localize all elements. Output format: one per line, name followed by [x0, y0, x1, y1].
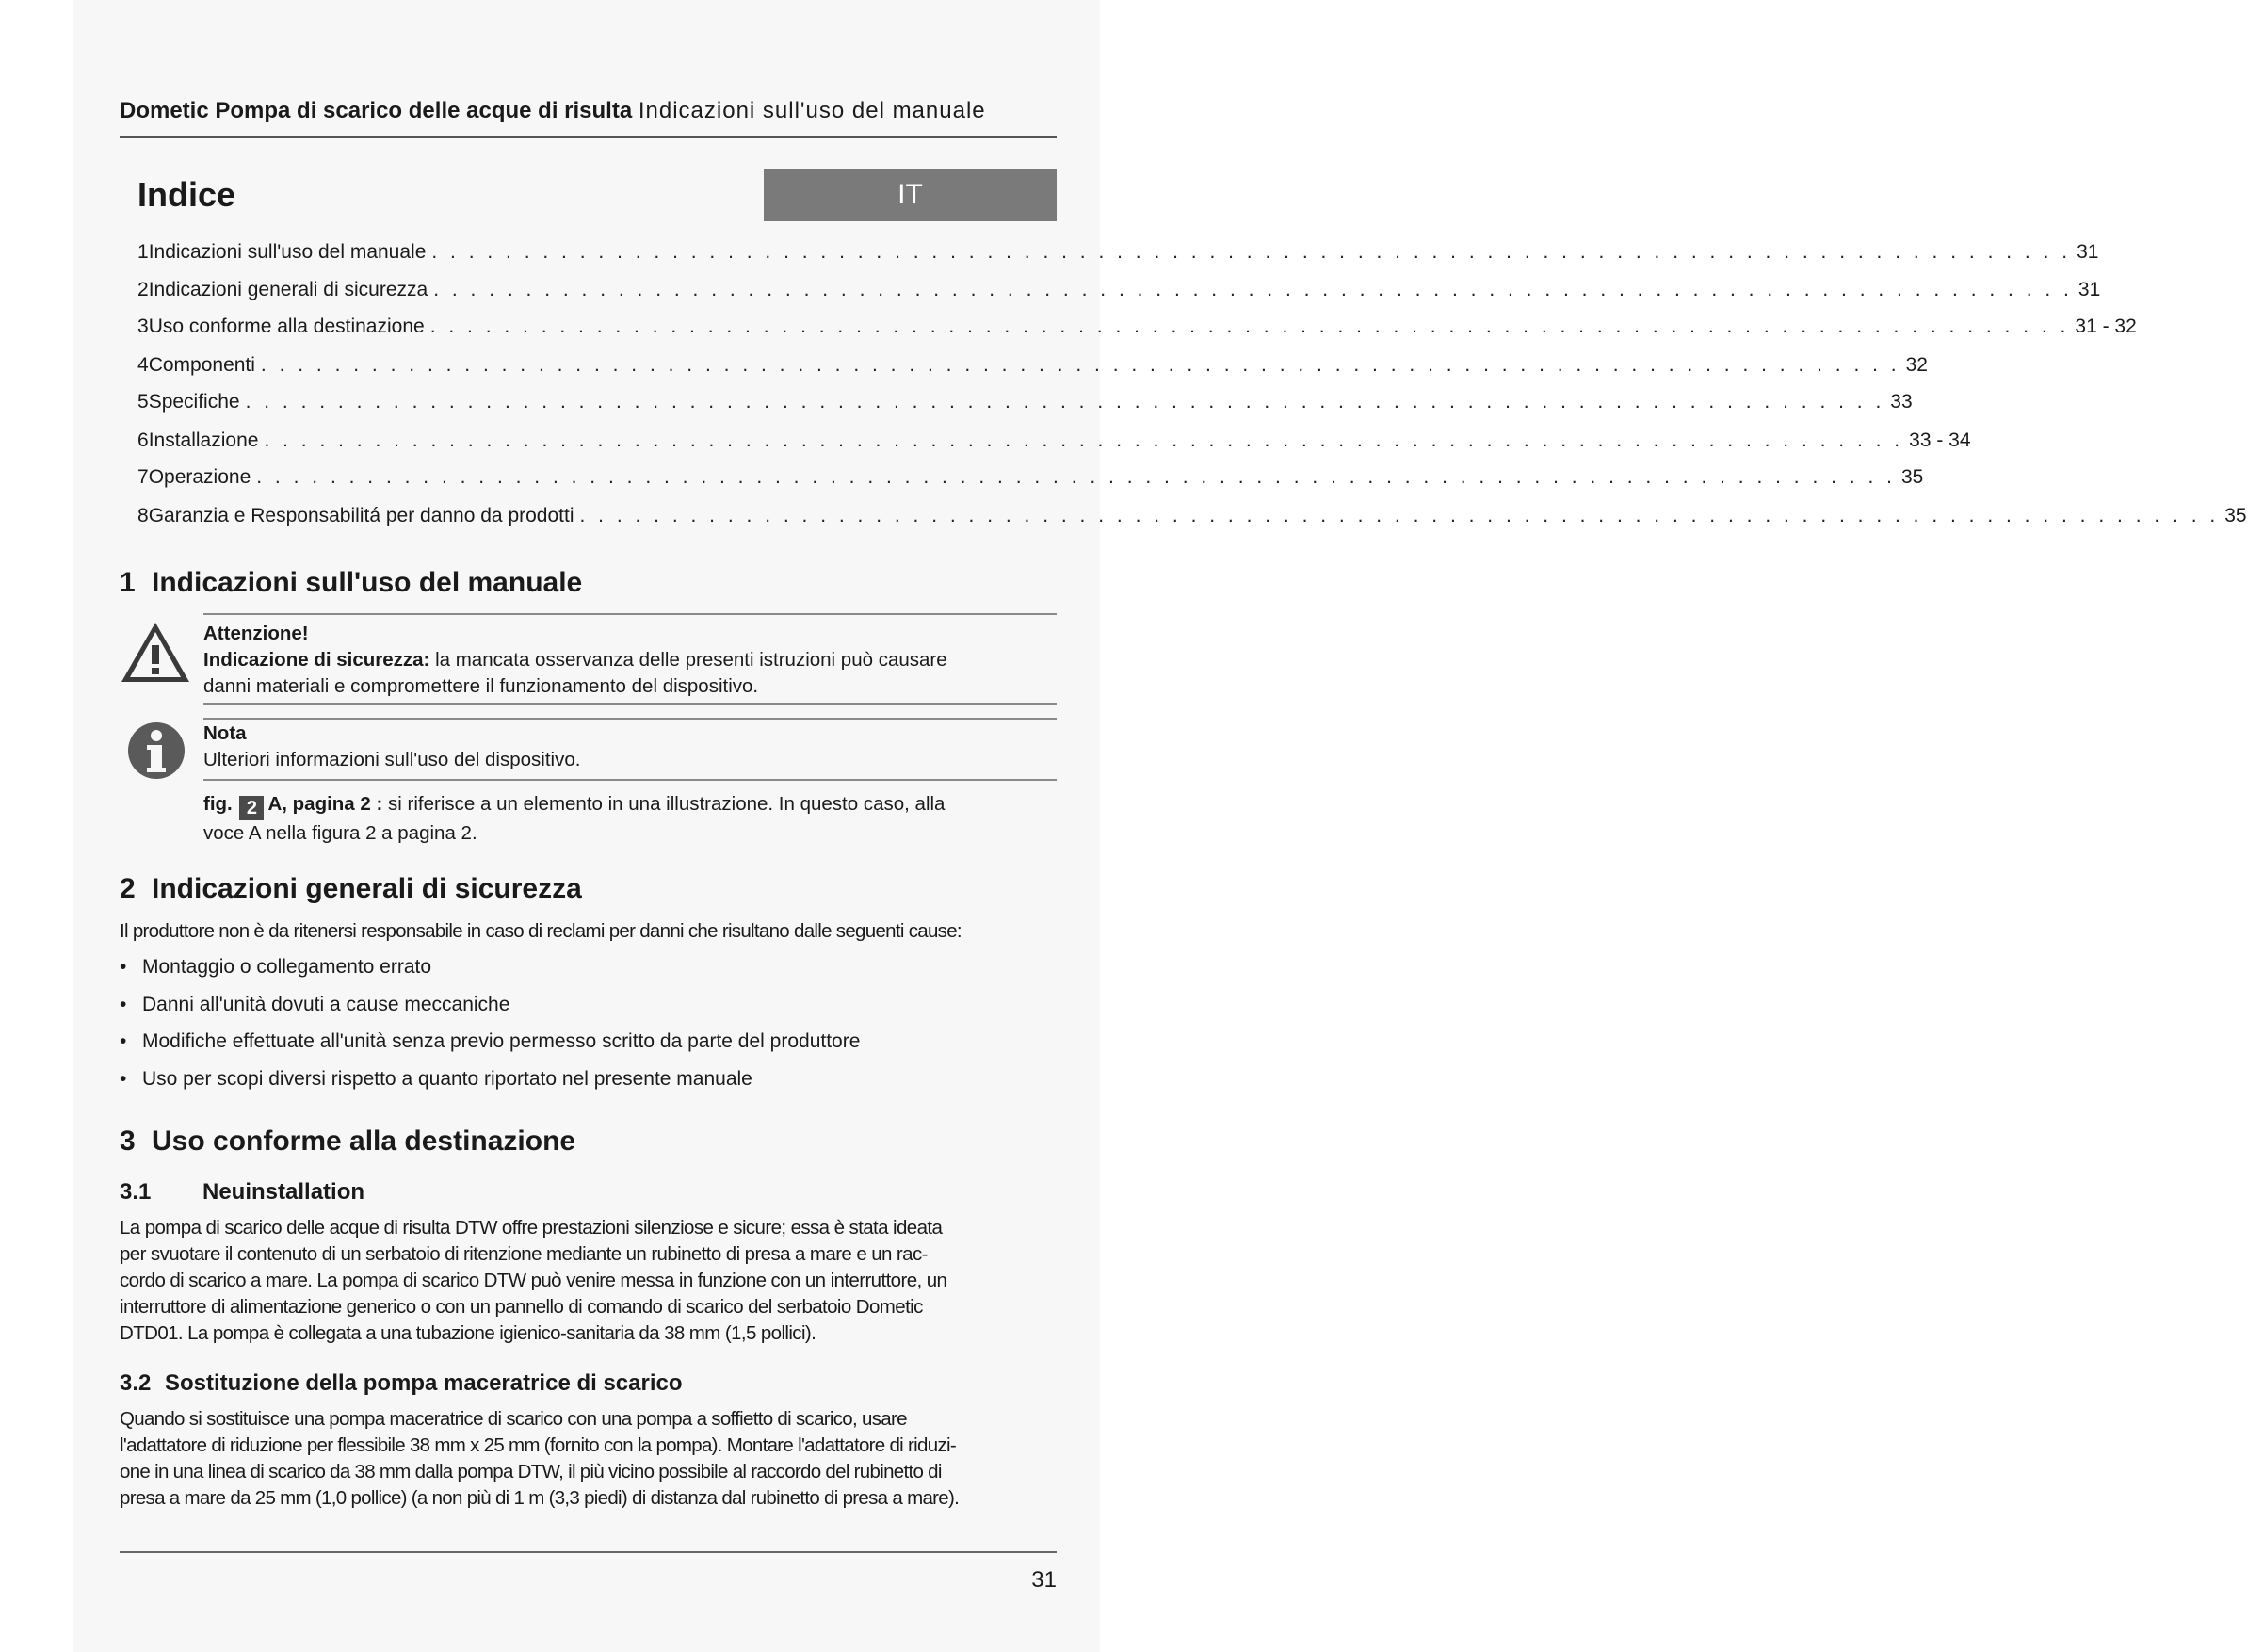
warning-top-divider: [203, 613, 1057, 615]
toc-leader-dots: . . . . . . . . . . . . . . . . . . . . . . . . . . . . . . . . . . . . . . . . . . . . . . . . . . . . . . . . . . . . . . . . . . . . . . . . . . . . . . . . . . . . . . . . .: [433, 279, 2073, 300]
section-title: Indicazioni generali di sicurezza: [152, 873, 582, 904]
figure-number-box: 2: [239, 796, 264, 820]
paragraph-line: one in una linea di scarico da 38 mm dalla pompa DTW, il più vicino possibile al raccordo del rubinetto di: [120, 1461, 942, 1482]
note-bottom-divider: [203, 779, 1057, 781]
toc-title: Indice: [137, 175, 236, 214]
warning-text-line2: danni materiali e compromettere il funzionamento del dispositivo.: [203, 675, 759, 697]
toc-leader-dots: . . . . . . . . . . . . . . . . . . . . . . . . . . . . . . . . . . . . . . . . . . . . . . . . . . . . . . . . . . . . . . . . . . . . . . . . . . . . . . . . . . . . . . . . .: [431, 241, 2072, 263]
warning-title: Attenzione!: [203, 623, 309, 644]
toc-leader-dots: . . . . . . . . . . . . . . . . . . . . . . . . . . . . . . . . . . . . . . . . . . . . . . . . . . . . . . . . . . . . . . . . . . . . . . . . . . . . . . . . . . . . . . . . .: [260, 354, 1900, 376]
toc-item-page: 31: [2077, 279, 2101, 300]
page-header: [120, 98, 1057, 124]
bullet-icon: •: [120, 1030, 127, 1052]
list-item: • Danni all'unità dovuti a cause meccaniche: [120, 994, 510, 1015]
toc-item-title: Indicazioni generali di sicurezza: [148, 279, 428, 300]
toc-item-page: 35: [2224, 505, 2247, 526]
subsection-number: 3.2: [120, 1370, 152, 1396]
language-badge: IT: [764, 169, 1057, 221]
subsection-3-1-body: [120, 1215, 946, 1347]
warning-triangle-icon: [119, 620, 192, 686]
note-top-divider: [203, 718, 1057, 720]
toc-item-number: 2: [137, 279, 149, 300]
toc-item-title: Indicazioni sull'uso del manuale: [148, 241, 427, 263]
warning-bottom-divider: [203, 703, 1057, 705]
header-title-section: Indicazioni sull'uso del manuale: [638, 98, 986, 123]
section-number: 2: [120, 873, 136, 904]
fig-text: si riferisce a un elemento in una illustrazione. In questo caso, alla: [388, 793, 946, 815]
paragraph-line: presa a mare da 25 mm (1,0 pollice) (a non più di 1 m (3,3 piedi) di distanza dal rubinetto di presa a mare).: [120, 1487, 960, 1509]
subsection-3-1-heading: [120, 1179, 364, 1206]
header-title-bold: Dometic Pompa di scarico delle acque di risulta: [120, 98, 633, 123]
toc-item[interactable]: [137, 279, 2101, 305]
subsection-3-2-body: [120, 1406, 959, 1512]
header-divider: [120, 136, 1057, 138]
toc-leader-dots: . . . . . . . . . . . . . . . . . . . . . . . . . . . . . . . . . . . . . . . . . . . . . . . . . . . . . . . . . . . . . . . . . . . . . . . . . . . . . . . . . . . . . . . . .: [579, 505, 2220, 526]
paragraph-line: La pompa di scarico delle acque di risulta DTW offre prestazioni silenziose e sicure; essa è stata ideata: [120, 1217, 943, 1239]
warning-text: Indicazione di sicurezza: la mancata osservanza delle presenti istruzioni può causare: [203, 649, 947, 671]
section-3-heading: [120, 1126, 575, 1158]
toc-leader-dots: . . . . . . . . . . . . . . . . . . . . . . . . . . . . . . . . . . . . . . . . . . . . . . . . . . . . . . . . . . . . . . . . . . . . . . . . . . . . . . . . . . . . . . . . .: [429, 316, 2070, 337]
toc-item-number: 6: [137, 429, 149, 451]
toc-item-number: 3: [137, 316, 149, 337]
subsection-title: Sostituzione della pompa maceratrice di scarico: [165, 1370, 683, 1396]
toc-item-page: 35: [1900, 466, 1924, 488]
figure-reference: [203, 791, 1057, 847]
section-2-intro: Il produttore non è da ritenersi responsabile in caso di reclami per danni che risultano dalle seguenti cause:: [120, 920, 962, 942]
toc-item-title: Operazione: [148, 466, 251, 488]
fig-label: A, pagina 2 :: [267, 793, 383, 815]
toc-item-title: Specifiche: [148, 391, 240, 413]
footer-divider: [120, 1551, 1057, 1553]
toc-item-page: 31 - 32: [2075, 316, 2137, 337]
toc-item[interactable]: [137, 391, 1913, 417]
section-2-heading: [120, 873, 582, 905]
toc-item-title: Installazione: [148, 429, 259, 451]
fig-text-line2: voce A nella figura 2 a pagina 2.: [203, 822, 477, 844]
bullet-icon: •: [120, 956, 127, 978]
toc-item[interactable]: [137, 316, 2137, 342]
section-title: Indicazioni sull'uso del manuale: [152, 567, 583, 598]
section-number: 3: [120, 1126, 136, 1157]
subsection-3-2-heading: [120, 1370, 683, 1397]
info-icon: [126, 721, 186, 781]
fig-prefix: fig.: [203, 793, 233, 815]
section-1-heading: [120, 567, 582, 599]
paragraph-line: l'adattatore di riduzione per flessibile 38 mm x 25 mm (fornito con la pompa). Montare l'adattatore di riduzi-: [120, 1434, 956, 1456]
toc-item-page: 32: [1905, 354, 1928, 376]
note-block: [203, 721, 1057, 773]
section-number: 1: [120, 567, 136, 598]
paragraph-line: Quando si sostituisce una pompa maceratrice di scarico con una pompa a soffietto di scarico, usare: [120, 1408, 907, 1430]
list-item: • Modifiche effettuate all'unità senza previo permesso scritto da parte del produttore: [120, 1030, 861, 1052]
toc-item[interactable]: [137, 429, 1971, 456]
toc-item-title: Componenti: [148, 354, 255, 376]
paragraph-line: per svuotare il contenuto di un serbatoio di ritenzione mediante un rubinetto di presa a mare e un rac-: [120, 1243, 928, 1265]
toc-item-page: 33: [1890, 391, 1913, 413]
toc-item[interactable]: [137, 466, 1924, 493]
subsection-number: 3.1: [120, 1179, 152, 1205]
page-number: 31: [1031, 1567, 1057, 1593]
list-item: • Montaggio o collegamento errato: [120, 956, 432, 978]
toc-leader-dots: . . . . . . . . . . . . . . . . . . . . . . . . . . . . . . . . . . . . . . . . . . . . . . . . . . . . . . . . . . . . . . . . . . . . . . . . . . . . . . . . . . . . . . . . .: [245, 391, 1885, 413]
toc-item[interactable]: [137, 354, 1928, 381]
bullet-icon: •: [120, 994, 127, 1015]
toc-item-number: 7: [137, 466, 149, 488]
toc-item[interactable]: [137, 505, 2247, 531]
toc-leader-dots: . . . . . . . . . . . . . . . . . . . . . . . . . . . . . . . . . . . . . . . . . . . . . . . . . . . . . . . . . . . . . . . . . . . . . . . . . . . . . . . . . . . . . . . . .: [264, 429, 1904, 451]
toc-item[interactable]: [137, 241, 2099, 267]
toc-item-title: Garanzia e Responsabilitá per danno da prodotti: [148, 505, 574, 526]
list-item: • Uso per scopi diversi rispetto a quanto riportato nel presente manuale: [120, 1068, 752, 1090]
paragraph-line: interruttore di alimentazione generico o con un pannello di comando di scarico del serbatoio Dometic: [120, 1296, 923, 1318]
paragraph-line: cordo di scarico a mare. La pompa di scarico DTW può venire messa in funzione con un interruttore, un: [120, 1270, 947, 1291]
toc-item-number: 8: [137, 505, 149, 526]
toc-item-number: 4: [137, 354, 149, 376]
toc-item-title: Uso conforme alla destinazione: [148, 316, 425, 337]
note-text: Ulteriori informazioni sull'uso del dispositivo.: [203, 749, 581, 770]
warning-block: [203, 621, 1057, 700]
paragraph-line: DTD01. La pompa è collegata a una tubazione igienico-sanitaria da 38 mm (1,5 pollici).: [120, 1322, 816, 1344]
toc-item-page: 33 - 34: [1909, 429, 1971, 451]
toc-item-number: 1: [137, 241, 149, 263]
section-title: Uso conforme alla destinazione: [152, 1126, 576, 1157]
subsection-title: Neuinstallation: [202, 1179, 365, 1205]
toc-item-number: 5: [137, 391, 149, 413]
toc-item-page: 31: [2077, 241, 2099, 263]
bullet-icon: •: [120, 1068, 127, 1090]
note-title: Nota: [203, 722, 247, 744]
toc-leader-dots: . . . . . . . . . . . . . . . . . . . . . . . . . . . . . . . . . . . . . . . . . . . . . . . . . . . . . . . . . . . . . . . . . . . . . . . . . . . . . . . . . . . . . . . . .: [256, 466, 1896, 488]
warning-label: Indicazione di sicurezza:: [203, 649, 430, 671]
